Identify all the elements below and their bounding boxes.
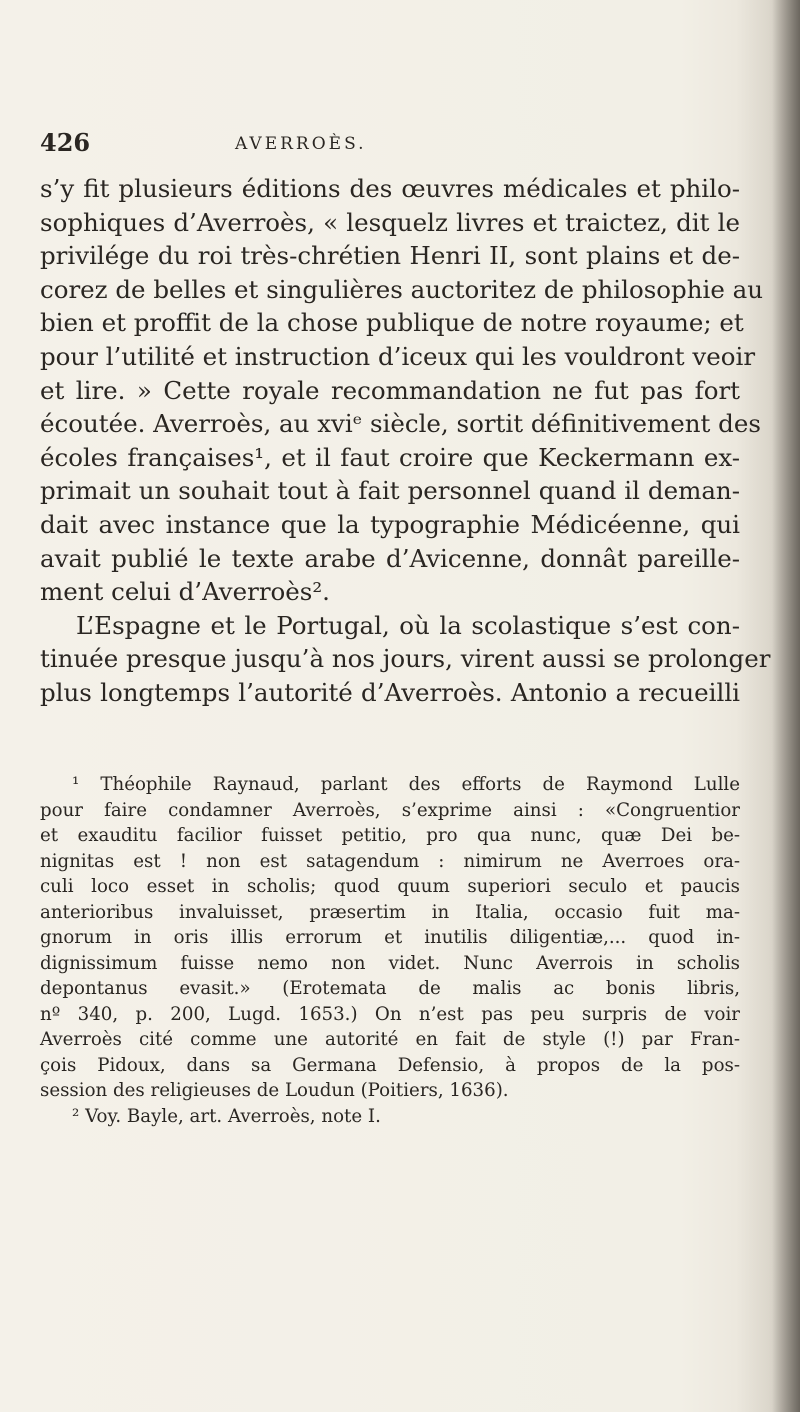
text-line: corez de belles et singulières auctoritez de philosophie au <box>40 274 764 304</box>
text-line: tinuée presque jusqu’à nos jours, virent aussi se prolonger <box>40 644 771 674</box>
text-line: écoles françaises¹, et il faut croire que Keckermann ex- <box>40 442 740 472</box>
text-line: avait publié le texte arabe d’Avicenne, donnât pareille- <box>40 543 740 573</box>
footnote-line: nº 340, p. 200, Lugd. 1653.) On n’est pas peu surpris de voir <box>40 1003 740 1025</box>
text-line: bien et proffit de la chose publique de notre royaume; et <box>40 308 744 338</box>
footnote-line: depontanus evasit.» (Erotemata de malis ac bonis libris, <box>40 978 740 999</box>
page-edge-shadow <box>772 0 800 1412</box>
text-line: L’Espagne et le Portugal, où la scolastique s’est con- <box>76 610 740 640</box>
text-line: sophiques d’Averroès, « lesquelz livres et traictez, dit le <box>40 207 740 237</box>
footnote-line: session des religieuses de Loudun (Poitiers, 1636). <box>40 1080 509 1101</box>
text-line: privilége du roi très-chrétien Henri II, sont plains et de- <box>40 241 740 271</box>
main-text <box>40 172 771 710</box>
footnote-line: gnorum in oris illis errorum et inutilis diligentiæ,... quod in- <box>40 927 740 948</box>
text-line: écoutée. Averroès, au xviᵉ siècle, sortit définitivement des <box>40 409 761 439</box>
page-header <box>40 128 740 164</box>
text-line: pour l’utilité et instruction d’iceux qui les vouldront veoir <box>40 341 756 371</box>
footnote-line: Averroès cité comme une autorité en fait de style (!) par Fran- <box>40 1029 740 1050</box>
running-head: AVERROÈS. <box>235 134 367 154</box>
text-line: ment celui d’Averroès². <box>40 577 330 607</box>
footnote-line: ² Voy. Bayle, art. Averroès, note I. <box>72 1105 381 1127</box>
footnote-line: ¹ Théophile Raynaud, parlant des efforts de Raymond Lulle <box>72 774 740 795</box>
text-line: plus longtemps l’autorité d’Averroès. Antonio a recueilli <box>40 677 740 707</box>
footnote-line: culi loco esset in scholis; quod quum superiori seculo et paucis <box>40 876 740 897</box>
text-line: primait un souhait tout à fait personnel quand il deman- <box>40 476 740 506</box>
footnotes <box>40 772 740 1129</box>
footnote-line: çois Pidoux, dans sa Germana Defensio, à propos de la pos- <box>40 1054 740 1076</box>
text-line: et lire. » Cette royale recommandation ne fut pas fort <box>40 375 740 405</box>
page-number: 426 <box>40 128 91 157</box>
text-line: dait avec instance que la typographie Médicéenne, qui <box>40 509 740 539</box>
footnote-line: nignitas est ! non est satagendum : nimirum ne Averroes ora- <box>40 850 740 872</box>
footnote-line: dignissimum fuisse nemo non videt. Nunc Averrois in scholis <box>40 952 740 974</box>
footnote-line: et exauditu facilior fuisset petitio, pro qua nunc, quæ Dei be- <box>40 825 740 846</box>
text-line: s’y fit plusieurs éditions des œuvres médicales et philo- <box>40 174 740 203</box>
footnote-line: pour faire condamner Averroès, s’exprime ainsi : «Congruentior <box>40 799 740 821</box>
footnote-line: anterioribus invaluisset, præsertim in Italia, occasio fuit ma- <box>40 901 740 923</box>
